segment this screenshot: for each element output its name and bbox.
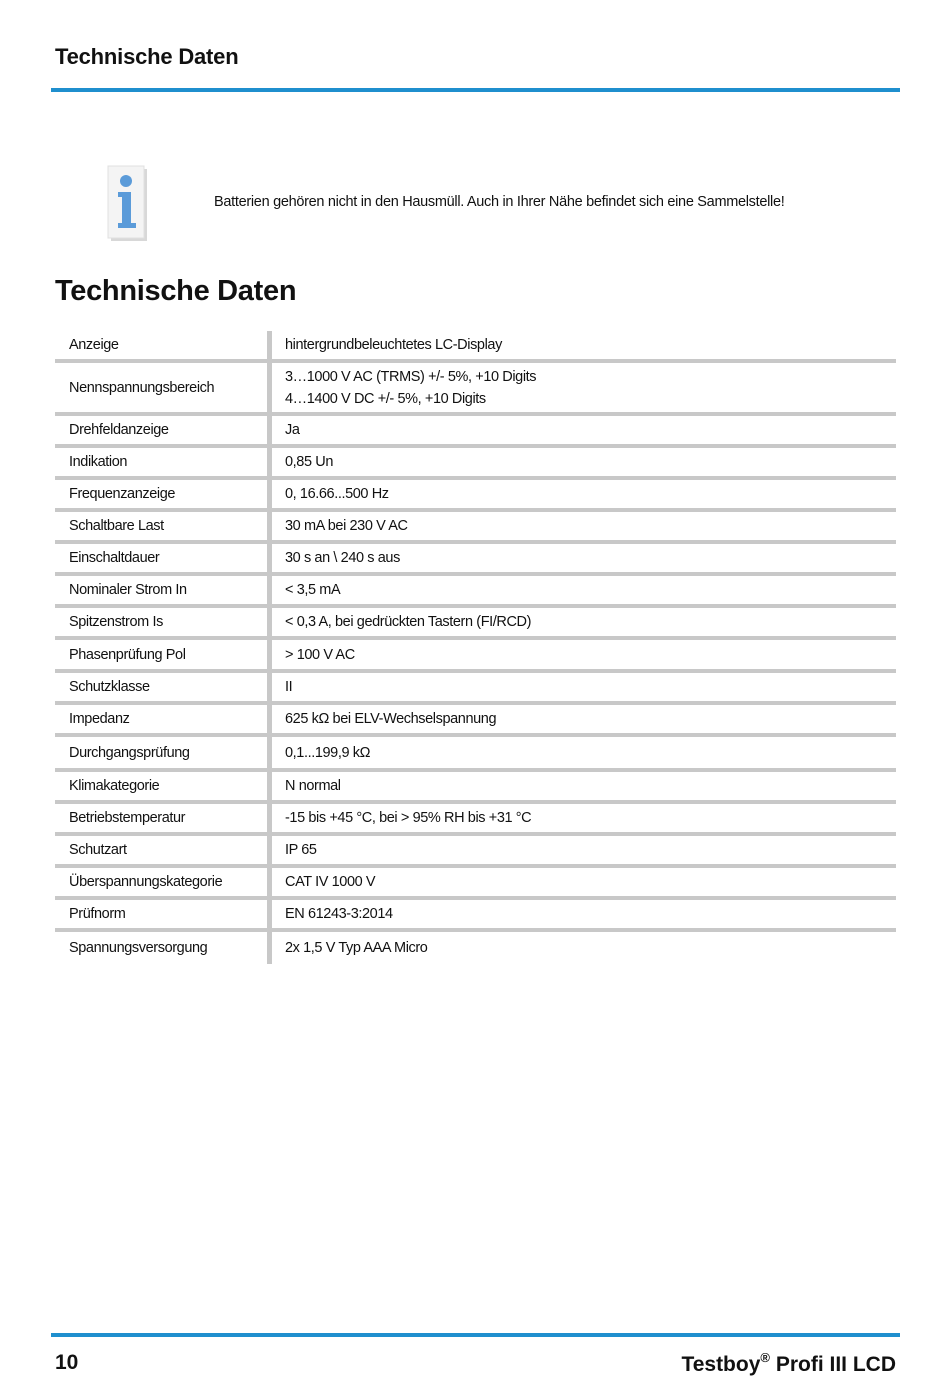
spec-row — [55, 640, 896, 673]
page-number: 10 — [55, 1351, 79, 1374]
spec-value — [272, 448, 896, 476]
spec-label: Schutzklasse — [69, 679, 150, 695]
spec-label: Einschaltdauer — [69, 550, 160, 566]
spec-value-line: N normal — [285, 778, 341, 794]
spec-value — [272, 640, 896, 669]
spec-label: Drehfeldanzeige — [69, 422, 169, 438]
spec-row — [55, 705, 896, 737]
spec-value — [272, 363, 896, 412]
section-title: Technische Daten — [55, 275, 297, 307]
spec-value — [272, 576, 896, 604]
spec-value — [272, 512, 896, 540]
spec-value — [272, 480, 896, 508]
spec-row — [55, 868, 896, 900]
spec-label: Nennspannungsbereich — [69, 379, 215, 396]
spec-row — [55, 512, 896, 544]
spec-row — [55, 363, 896, 416]
spec-value-line: 4…1400 V DC +/- 5%, +10 Digits — [285, 390, 486, 407]
header-rule — [51, 88, 900, 92]
spec-label: Indikation — [69, 454, 128, 470]
footer-product-name — [681, 1350, 896, 1377]
spec-row — [55, 448, 896, 480]
spec-row — [55, 836, 896, 868]
spec-label: Anzeige — [69, 337, 119, 353]
spec-label: Phasenprüfung Pol — [69, 646, 186, 663]
spec-value-line: IP 65 — [285, 842, 317, 858]
disposal-notice: Batterien gehören nicht in den Hausmüll. Auch in Ihrer Nähe befindet sich eine Sammelstelle! — [214, 194, 785, 210]
spec-value-line: Ja — [285, 422, 300, 438]
footer-rule — [51, 1333, 900, 1337]
spec-row — [55, 416, 896, 448]
spec-value-line: -15 bis +45 °C, bei > 95% RH bis +31 °C — [285, 810, 532, 826]
spec-label: Prüfnorm — [69, 906, 126, 922]
spec-value — [272, 804, 896, 832]
spec-value-line: 625 kΩ bei ELV-Wechselspannung — [285, 711, 497, 727]
spec-value — [272, 932, 896, 964]
spec-value — [272, 331, 896, 359]
spec-label: Spannungsversorgung — [69, 940, 208, 956]
registered-mark: ® — [760, 1350, 770, 1365]
spec-value — [272, 544, 896, 572]
spec-label: Schaltbare Last — [69, 518, 164, 534]
spec-label: Impedanz — [69, 711, 130, 727]
spec-value-line: 3…1000 V AC (TRMS) +/- 5%, +10 Digits — [285, 368, 537, 385]
spec-label: Spitzenstrom Is — [69, 614, 163, 630]
spec-value-line: < 0,3 A, bei gedrückten Tastern (FI/RCD) — [285, 614, 532, 630]
spec-row — [55, 608, 896, 640]
spec-row — [55, 772, 896, 804]
spec-value-line: 0,85 Un — [285, 454, 333, 470]
spec-label: Überspannungskategorie — [69, 874, 223, 890]
spec-value — [272, 673, 896, 701]
spec-label: Klimakategorie — [69, 778, 160, 794]
spec-row — [55, 544, 896, 576]
spec-value-line: 0,1...199,9 kΩ — [285, 744, 371, 761]
spec-value — [272, 900, 896, 928]
product-name: Profi III LCD — [770, 1353, 896, 1376]
spec-value — [272, 705, 896, 733]
page-header-title: Technische Daten — [55, 44, 239, 69]
spec-label: Betriebstemperatur — [69, 810, 186, 826]
spec-row — [55, 932, 896, 964]
spec-value-line: EN 61243-3:2014 — [285, 906, 393, 922]
spec-row — [55, 900, 896, 932]
spec-row — [55, 804, 896, 836]
spec-row — [55, 331, 896, 363]
spec-label: Durchgangsprüfung — [69, 744, 190, 761]
spec-value-line: 0, 16.66...500 Hz — [285, 486, 389, 502]
spec-value-line: < 3,5 mA — [285, 582, 341, 598]
spec-value — [272, 416, 896, 444]
spec-row — [55, 673, 896, 705]
spec-value-line: II — [285, 679, 293, 695]
spec-value — [272, 737, 896, 768]
spec-label: Frequenzanzeige — [69, 486, 176, 502]
spec-row — [55, 737, 896, 772]
spec-value-line: CAT IV 1000 V — [285, 874, 376, 890]
spec-value-line: > 100 V AC — [285, 646, 355, 663]
brand-name: Testboy — [681, 1353, 761, 1376]
spec-value-line: 2x 1,5 V Typ AAA Micro — [285, 940, 428, 956]
spec-value-line: 30 mA bei 230 V AC — [285, 518, 408, 534]
spec-value — [272, 772, 896, 800]
spec-value — [272, 868, 896, 896]
spec-value — [272, 608, 896, 636]
spec-label: Nominaler Strom In — [69, 582, 187, 598]
spec-table — [55, 331, 896, 964]
spec-value-line: hintergrundbeleuchtetes LC-Display — [285, 337, 502, 353]
spec-label: Schutzart — [69, 842, 127, 858]
spec-row — [55, 480, 896, 512]
spec-value — [272, 836, 896, 864]
spec-value-line: 30 s an \ 240 s aus — [285, 550, 400, 566]
info-icon — [107, 165, 149, 243]
spec-row — [55, 576, 896, 608]
